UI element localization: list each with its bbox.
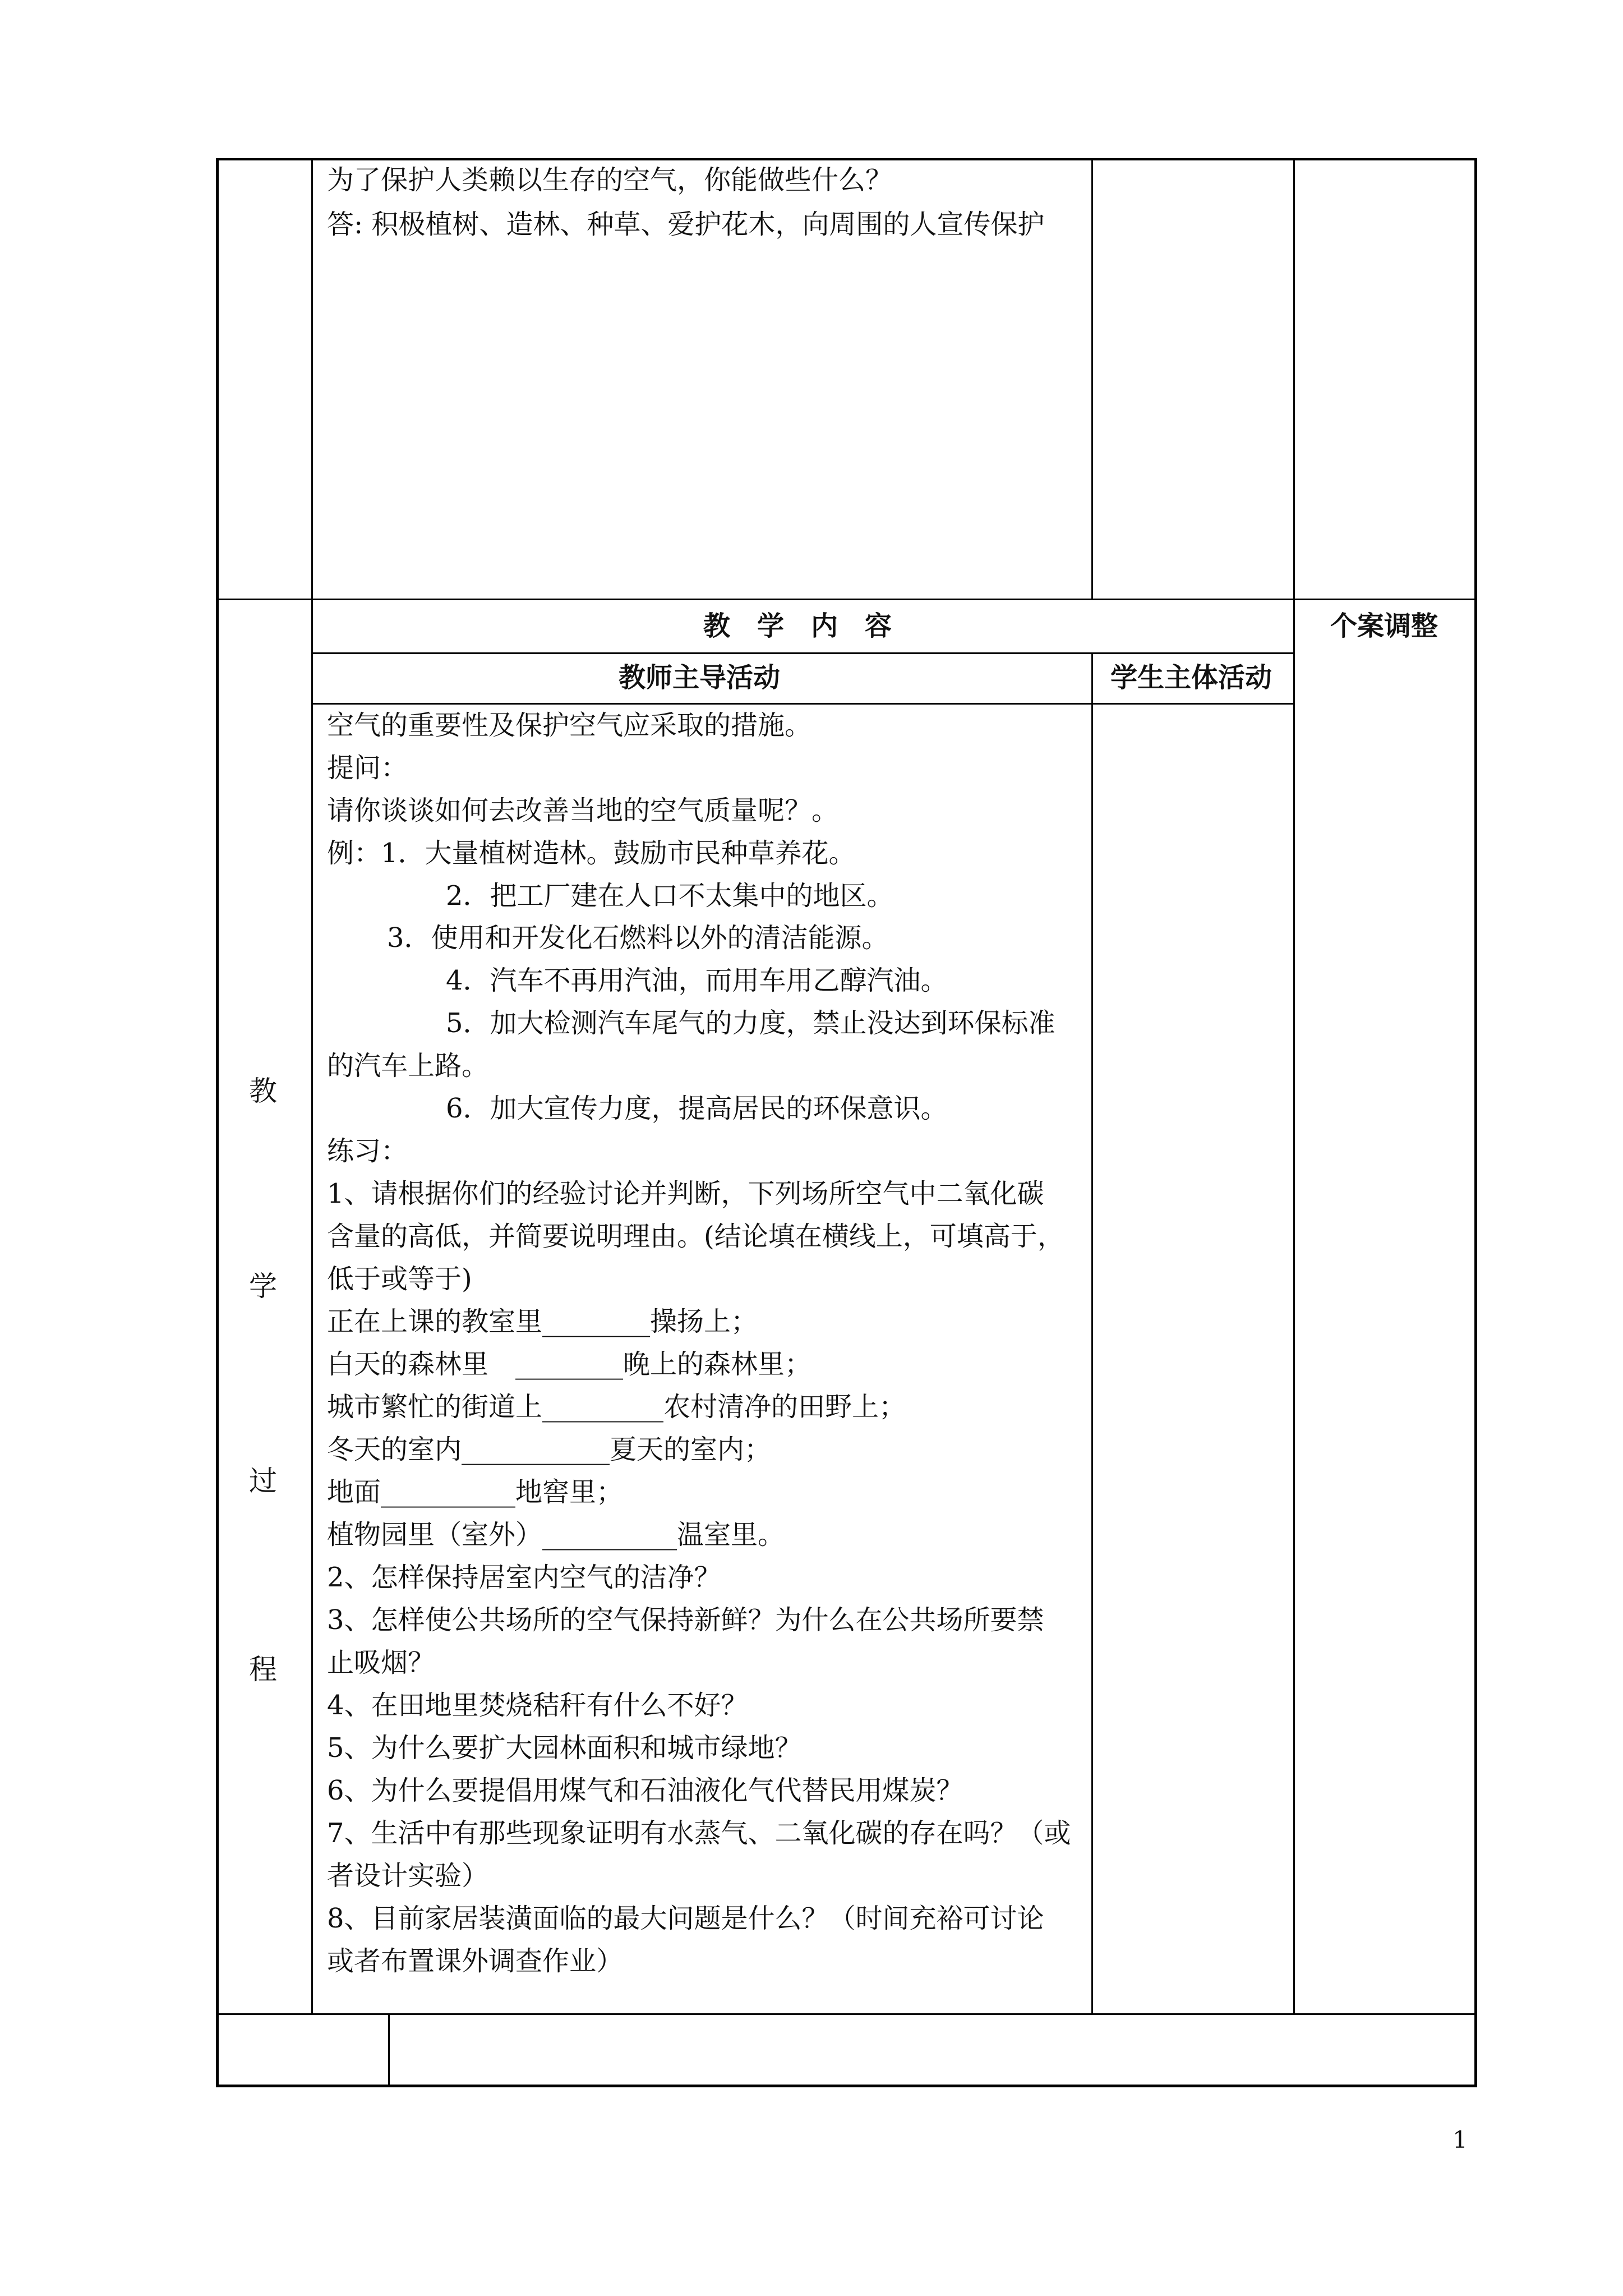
content-line: 3．使用和开发化石燃料以外的清洁能源。 (387, 922, 889, 954)
divider-bottom-row (388, 2014, 390, 2086)
divider-teacher-column (1091, 158, 1093, 599)
row-line-bottom-row (216, 2013, 1477, 2015)
content-line: 冬天的室内___________夏天的室内； (327, 1434, 772, 1465)
content-line: 4、在田地里焚烧秸秆有什么不好？ (327, 1690, 748, 1721)
page-number: 1 (1453, 2126, 1468, 2154)
case-adjust-header: 个案调整 (1330, 610, 1438, 642)
top-answer: 答: 积极植树、造林、种草、爱护花木，向周围的人宣传保护 (327, 209, 1045, 240)
divider-student-column (1293, 158, 1295, 2015)
teacher-activity-header: 教师主导活动 (619, 662, 781, 693)
top-question: 为了保护人类赖以生存的空气，你能做些什么？ (327, 164, 893, 196)
content-line: 含量的高低，并简要说明理由。(结论填在横线上，可填高于， (327, 1221, 1064, 1252)
side-label-char: 程 (249, 1653, 277, 1686)
content-line: 6．加大宣传力度，提高居民的环保意识。 (446, 1093, 948, 1124)
content-line: 或者布置课外调查作业） (327, 1945, 624, 1977)
content-line: 2．把工厂建在人口不太集中的地区。 (446, 880, 894, 912)
content-line: 6、为什么要提倡用煤气和石油液化气代替民用煤炭？ (327, 1775, 963, 1806)
student-activity-header: 学生主体活动 (1110, 662, 1272, 693)
table-border-bottom (216, 2085, 1477, 2087)
row-line-subheader-top (311, 652, 1295, 654)
content-line: 低于或等于) (327, 1263, 472, 1295)
side-label-char: 学 (249, 1270, 277, 1303)
content-line: 2、怎样保持居室内空气的洁净？ (327, 1562, 721, 1593)
content-line: 8、目前家居装潢面临的最大问题是什么？（时间充裕可讨论 (327, 1903, 1044, 1934)
table-border-right (1474, 158, 1477, 2087)
content-line: 7、生活中有那些现象证明有水蒸气、二氧化碳的存在吗？（或 (327, 1818, 1071, 1849)
side-label-char: 过 (249, 1465, 277, 1497)
content-line: 者设计实验） (327, 1860, 489, 1892)
content-line: 空气的重要性及保护空气应采取的措施。 (327, 710, 812, 741)
teaching-content-header: 教 学 内 容 (703, 610, 892, 642)
divider-teacher-column-lower (1091, 653, 1093, 2015)
divider-label-column (311, 158, 313, 2015)
content-line: 练习： (327, 1135, 408, 1167)
content-line: 城市繁忙的街道上_________农村清净的田野上； (327, 1391, 906, 1423)
row-line-content-header (216, 599, 1477, 600)
content-line: 请你谈谈如何去改善当地的空气质量呢？。 (327, 795, 839, 826)
content-line: 例：1．大量植树造林。鼓励市民种草养花。 (327, 838, 856, 869)
content-line: 地面__________地窖里； (327, 1476, 624, 1508)
content-line: 植物园里（室外）__________温室里。 (327, 1519, 785, 1550)
content-line: 4．汽车不再用汽油，而用车用乙醇汽油。 (446, 965, 948, 996)
content-line: 3、怎样使公共场所的空气保持新鲜？为什么在公共场所要禁 (327, 1604, 1044, 1636)
table-border-left (216, 158, 219, 2087)
content-line: 1、请根据你们的经验讨论并判断，下列场所空气中二氧化碳 (327, 1178, 1044, 1209)
content-line: 止吸烟？ (327, 1647, 435, 1678)
content-line: 的汽车上路。 (327, 1050, 489, 1082)
content-line: 提问： (327, 752, 408, 784)
content-line: 5．加大检测汽车尾气的力度，禁止没达到环保标准 (446, 1007, 1055, 1039)
side-label-char: 教 (249, 1075, 277, 1107)
content-line: 正在上课的教室里________操扬上； (327, 1306, 758, 1337)
content-line: 5、为什么要扩大园林面积和城市绿地？ (327, 1732, 802, 1764)
content-line: 白天的森林里 ________晚上的森林里； (327, 1349, 812, 1380)
